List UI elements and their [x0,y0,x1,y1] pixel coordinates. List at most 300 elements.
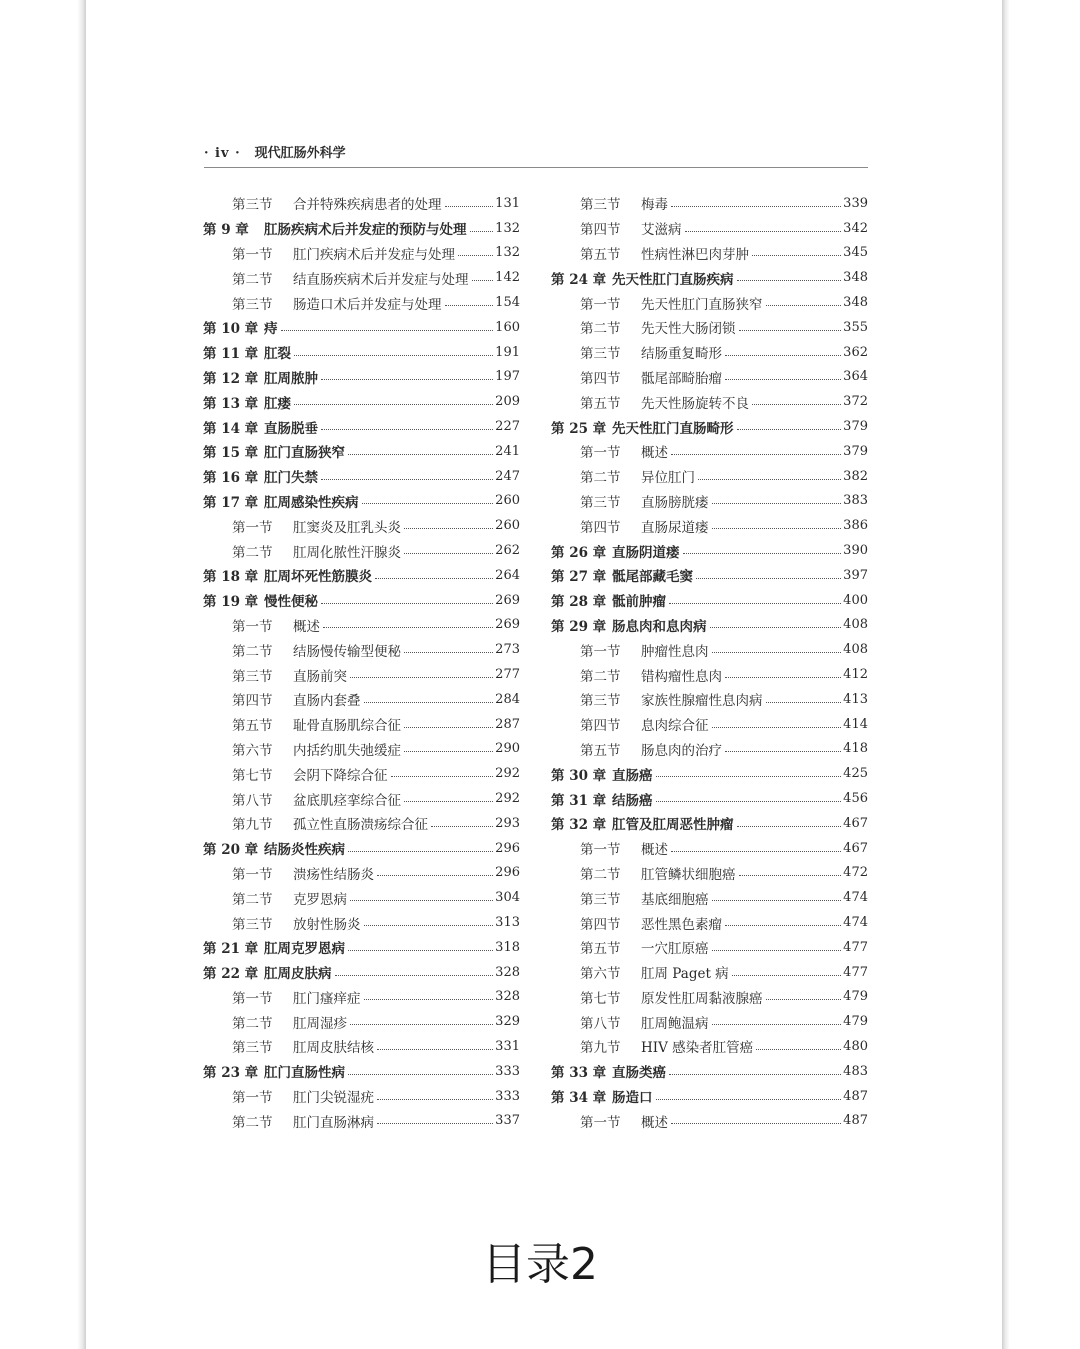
leader-dots [710,626,842,628]
entry-title: 肛周皮肤结核 [293,1040,374,1057]
entry-page: 472 [843,865,868,881]
leader-dots [737,279,842,281]
entry-title: 孤立性直肠溃疡综合征 [293,817,428,834]
toc-section-entry [551,464,868,489]
entry-page: 328 [495,964,520,980]
entry-title: 结肠癌 [612,792,653,809]
entry-title: 痔 [264,321,278,338]
entry-number: 第 24 章 [551,271,607,288]
entry-page: 342 [843,220,868,236]
entry-page: 284 [495,691,520,707]
entry-page: 355 [843,319,868,335]
toc-chapter-entry [551,538,868,563]
leader-dots [321,478,493,480]
leader-dots [294,403,493,405]
toc-section-entry [551,365,868,390]
toc-section-entry [551,836,868,861]
entry-page: 339 [843,195,868,211]
entry-title: 溃疡性结肠炎 [293,866,374,883]
leader-dots [350,1023,493,1025]
entry-page: 277 [495,667,520,683]
toc-section-entry [551,737,868,762]
toc-section-entry [203,290,520,315]
page-marker: · iv · [204,146,241,161]
entry-title: 家族性腺瘤性息肉病 [641,693,763,710]
entry-title: 概述 [641,1114,668,1131]
entry-page: 154 [495,295,520,311]
entry-number: 第 32 章 [551,817,607,834]
entry-page: 260 [495,518,520,534]
leader-dots [698,478,841,480]
entry-number: 第一节 [580,643,621,660]
entry-title: 盆底肌痉挛综合征 [293,792,401,809]
entry-number: 第 27 章 [551,569,607,586]
toc-section-entry [551,1108,868,1133]
entry-number: 第三节 [232,668,273,685]
entry-title: 肛周克罗恩病 [264,941,345,958]
leader-dots [364,998,494,1000]
toc-chapter-entry [203,365,520,390]
entry-number: 第 11 章 [203,346,259,363]
leader-dots [696,577,841,579]
toc-section-entry [551,637,868,662]
leader-dots [685,230,842,232]
entry-number: 第二节 [232,271,273,288]
leader-dots [350,899,493,901]
leader-dots [752,254,841,256]
entry-title: 肛门直肠狭窄 [264,445,345,462]
entry-page: 386 [843,518,868,534]
toc-chapter-entry [203,489,520,514]
toc-section-entry [551,389,868,414]
entry-number: 第三节 [580,693,621,710]
book-title: 现代肛肠外科学 [254,146,346,161]
entry-number: 第一节 [232,1090,273,1107]
entry-title: 肛门直肠性病 [264,1065,345,1082]
entry-page: 227 [495,419,520,435]
toc-chapter-entry [203,439,520,464]
entry-title: 肛周脓肿 [264,370,318,387]
toc-section-entry [203,1009,520,1034]
entry-number: 第 31 章 [551,792,607,809]
toc-section-entry [203,1084,520,1109]
toc-section-entry [551,960,868,985]
leader-dots [656,1098,842,1100]
leader-dots [737,825,842,827]
entry-number: 第一节 [580,296,621,313]
entry-number: 第一节 [232,519,273,536]
entry-number: 第四节 [232,693,273,710]
entry-number: 第六节 [580,966,621,983]
leader-dots [350,676,493,678]
right-page-edge-shadow [1002,0,1080,1349]
leader-dots [431,825,493,827]
toc-chapter-entry [203,588,520,613]
toc-section-entry [203,786,520,811]
entry-number: 第 15 章 [203,445,259,462]
toc-chapter-entry [551,563,868,588]
toc-chapter-entry [203,389,520,414]
toc-section-entry [551,216,868,241]
toc-chapter-entry [203,340,520,365]
entry-title: 直肠脱垂 [264,420,318,437]
leader-dots [377,1098,493,1100]
entry-title: 先天性肛门直肠疾病 [612,271,734,288]
entry-title: 克罗恩病 [293,891,347,908]
toc-chapter-entry [203,414,520,439]
toc-section-entry [203,712,520,737]
entry-number: 第一节 [232,618,273,635]
entry-number: 第七节 [580,990,621,1007]
entry-number: 第一节 [580,842,621,859]
entry-number: 第 18 章 [203,569,259,586]
entry-page: 304 [495,890,520,906]
toc-section-entry [203,861,520,886]
leader-dots [766,304,842,306]
entry-number: 第一节 [232,990,273,1007]
entry-title: 概述 [641,445,668,462]
entry-number: 第八节 [580,1015,621,1032]
toc-section-entry [551,687,868,712]
leader-dots [348,949,493,951]
leader-dots [725,354,841,356]
entry-page: 477 [843,964,868,980]
entry-number: 第一节 [232,246,273,263]
entry-page: 456 [843,791,868,807]
entry-number: 第三节 [232,296,273,313]
toc-section-entry [203,241,520,266]
leader-dots [362,502,494,504]
leader-dots [335,974,494,976]
entry-number: 第二节 [580,668,621,685]
entry-page: 483 [843,1063,868,1079]
entry-page: 287 [495,716,520,732]
entry-title: 肠造口 [612,1090,653,1107]
entry-title: 结肠慢传输型便秘 [293,643,401,660]
entry-page: 296 [495,840,520,856]
entry-title: 肛周感染性疾病 [264,494,359,511]
toc-chapter-entry [203,935,520,960]
entry-number: 第七节 [232,767,273,784]
entry-number: 第九节 [580,1040,621,1057]
entry-number: 第三节 [580,494,621,511]
entry-page: 142 [495,270,520,286]
leader-dots [458,254,493,256]
entry-page: 160 [495,319,520,335]
entry-number: 第 16 章 [203,470,259,487]
leader-dots [712,502,842,504]
leader-dots [472,279,494,281]
leader-dots [470,230,494,232]
entry-page: 313 [495,915,520,930]
entry-number: 第 9 章 [203,222,249,239]
entry-title: 肛管鳞状细胞癌 [641,866,736,883]
entry-title: 骶尾部藏毛窦 [612,569,693,586]
entry-page: 487 [843,1088,868,1104]
entry-page: 474 [843,915,868,930]
leader-dots [445,304,494,306]
entry-number: 第三节 [580,891,621,908]
toc-section-entry [551,315,868,340]
toc-section-entry [551,985,868,1010]
entry-page: 372 [843,394,868,410]
entry-title: 骶尾部畸胎瘤 [641,370,722,387]
entry-number: 第 12 章 [203,370,259,387]
entry-title: 肛门疾病术后并发症与处理 [293,246,455,263]
toc-chapter-entry [203,216,520,241]
entry-title: 耻骨直肠肌综合征 [293,718,401,735]
entry-title: 肛门尖锐湿疣 [293,1090,374,1107]
entry-title: 肛管及肛周恶性肿瘤 [612,817,734,834]
entry-page: 209 [495,394,520,410]
entry-title: HIV 感染者肛管癌 [641,1040,754,1057]
entry-title: 直肠膀胱瘘 [641,494,709,511]
leader-dots [404,651,493,653]
toc-chapter-entry [203,315,520,340]
entry-title: 性病性淋巴肉芽肿 [641,246,749,263]
entry-number: 第 33 章 [551,1065,607,1082]
leader-dots [348,850,493,852]
toc-section-entry [203,737,520,762]
entry-title: 内括约肌失弛缓症 [293,742,401,759]
entry-page: 292 [495,791,520,807]
entry-title: 结直肠疾病术后并发症与处理 [293,271,469,288]
entry-title: 肛门直肠淋病 [293,1114,374,1131]
toc-section-entry [203,1108,520,1133]
leader-dots [766,701,842,703]
leader-dots [725,750,841,752]
entry-page: 479 [843,1014,868,1030]
toc-section-entry [551,1034,868,1059]
toc-chapter-entry [551,1059,868,1084]
leader-dots [739,329,842,331]
entry-page: 273 [495,642,520,658]
toc-section-entry [203,538,520,563]
entry-number: 第二节 [232,891,273,908]
entry-page: 487 [843,1113,868,1129]
leader-dots [725,924,841,926]
leader-dots [377,1048,493,1050]
leader-dots [364,701,494,703]
entry-page: 477 [843,939,868,955]
leader-dots [321,378,493,380]
entry-title: 肛周 Paget 病 [641,966,729,983]
entry-title: 肛肠疾病术后并发症的预防与处理 [264,222,467,239]
entry-page: 390 [843,543,868,559]
image-caption: 目录2 [482,1239,598,1290]
entry-page: 408 [843,617,868,633]
entry-title: 异位肛门 [641,470,695,487]
leader-dots [669,602,841,604]
toc-section-entry [203,687,520,712]
entry-title: 肛周鲍温病 [641,1015,709,1032]
entry-page: 480 [843,1038,868,1054]
leader-dots [756,1048,841,1050]
entry-number: 第二节 [232,1015,273,1032]
entry-title: 直肠尿道瘘 [641,519,709,536]
entry-page: 479 [843,989,868,1005]
entry-number: 第 13 章 [203,395,259,412]
entry-number: 第一节 [580,445,621,462]
entry-title: 结肠重复畸形 [641,346,722,363]
entry-page: 197 [495,369,520,385]
entry-page: 362 [843,344,868,360]
leader-dots [732,974,842,976]
entry-page: 290 [495,741,520,757]
leader-dots [656,775,842,777]
toc-section-entry [551,662,868,687]
entry-page: 293 [495,815,520,831]
entry-title: 肠息肉和息肉病 [612,618,707,635]
leader-dots [671,1122,841,1124]
entry-number: 第二节 [232,1114,273,1131]
entry-number: 第 20 章 [203,842,259,859]
leader-dots [712,949,842,951]
leader-dots [445,205,494,207]
entry-page: 348 [843,270,868,286]
entry-title: 肿瘤性息肉 [641,643,709,660]
leader-dots [712,651,842,653]
toc-section-entry [203,985,520,1010]
toc-right-column [551,191,868,1133]
entry-number: 第 17 章 [203,494,259,511]
entry-title: 肛门失禁 [264,470,318,487]
entry-number: 第 23 章 [203,1065,259,1082]
entry-title: 慢性便秘 [264,594,318,611]
entry-number: 第三节 [580,197,621,214]
entry-number: 第 28 章 [551,594,607,611]
toc-section-entry [203,885,520,910]
entry-title: 原发性肛周黏液腺癌 [641,990,763,1007]
entry-title: 直肠阴道瘘 [612,544,680,561]
entry-number: 第 21 章 [203,941,259,958]
entry-page: 348 [843,295,868,311]
entry-title: 先天性大肠闭锁 [641,321,736,338]
entry-title: 一穴肛原癌 [641,941,709,958]
entry-title: 合并特殊疾病患者的处理 [293,197,442,214]
running-header [204,143,868,168]
leader-dots [364,924,494,926]
entry-title: 会阴下降综合征 [293,767,388,784]
entry-page: 333 [495,1063,520,1079]
toc-chapter-entry [551,811,868,836]
entry-number: 第四节 [580,718,621,735]
entry-page: 337 [495,1113,520,1129]
entry-title: 肛周坏死性筋膜炎 [264,569,372,586]
entry-page: 383 [843,493,868,509]
leader-dots [294,354,493,356]
entry-number: 第九节 [232,817,273,834]
leader-dots [712,1023,842,1025]
toc-chapter-entry [203,563,520,588]
leader-dots [656,800,842,802]
entry-title: 直肠前突 [293,668,347,685]
leader-dots [321,602,493,604]
entry-number: 第 22 章 [203,966,259,983]
leader-dots [669,1073,841,1075]
entry-number: 第 19 章 [203,594,259,611]
entry-page: 296 [495,865,520,881]
entry-title: 直肠癌 [612,767,653,784]
leader-dots [375,577,493,579]
entry-page: 269 [495,617,520,633]
toc-section-entry [203,761,520,786]
entry-page: 191 [495,344,520,360]
entry-page: 467 [843,840,868,856]
toc-section-entry [551,861,868,886]
entry-page: 241 [495,443,520,459]
entry-number: 第三节 [232,197,273,214]
leader-dots [671,453,841,455]
toc-section-entry [551,513,868,538]
entry-number: 第 26 章 [551,544,607,561]
entry-title: 放射性肠炎 [293,916,361,933]
entry-title: 肛周湿疹 [293,1015,347,1032]
toc-section-entry [203,910,520,935]
entry-page: 247 [495,468,520,484]
leader-dots [725,378,841,380]
entry-title: 概述 [641,842,668,859]
entry-page: 264 [495,567,520,583]
entry-page: 260 [495,493,520,509]
entry-page: 397 [843,567,868,583]
toc-section-entry [203,662,520,687]
toc-section-entry [551,885,868,910]
entry-page: 331 [495,1038,520,1054]
toc-section-entry [551,439,868,464]
toc-section-entry [551,241,868,266]
entry-page: 379 [843,443,868,459]
entry-number: 第二节 [580,866,621,883]
entry-number: 第四节 [580,370,621,387]
leader-dots [404,527,493,529]
leader-dots [404,750,493,752]
leader-dots [391,775,494,777]
entry-page: 132 [495,220,520,236]
entry-number: 第二节 [232,643,273,660]
entry-page: 474 [843,890,868,906]
entry-page: 413 [843,691,868,707]
entry-number: 第二节 [580,321,621,338]
entry-title: 先天性肛门直肠畸形 [612,420,734,437]
toc-chapter-entry [551,1084,868,1109]
toc-section-entry [551,340,868,365]
toc-chapter-entry [551,265,868,290]
entry-number: 第五节 [232,718,273,735]
entry-title: 息肉综合征 [641,718,709,735]
entry-page: 318 [495,939,520,955]
entry-title: 肠造口术后并发症与处理 [293,296,442,313]
leader-dots [377,1122,493,1124]
entry-page: 414 [843,716,868,732]
entry-title: 艾滋病 [641,222,682,239]
entry-number: 第 29 章 [551,618,607,635]
entry-title: 肛瘘 [264,395,291,412]
toc-section-entry [551,489,868,514]
entry-page: 408 [843,642,868,658]
entry-page: 132 [495,245,520,261]
entry-number: 第六节 [232,742,273,759]
leader-dots [281,329,494,331]
toc-section-entry [551,910,868,935]
entry-page: 333 [495,1088,520,1104]
toc-section-entry [551,935,868,960]
toc-section-entry [551,1009,868,1034]
entry-number: 第三节 [232,1040,273,1057]
toc-section-entry [203,1034,520,1059]
entry-title: 先天性肠旋转不良 [641,395,749,412]
toc-section-entry [203,191,520,216]
